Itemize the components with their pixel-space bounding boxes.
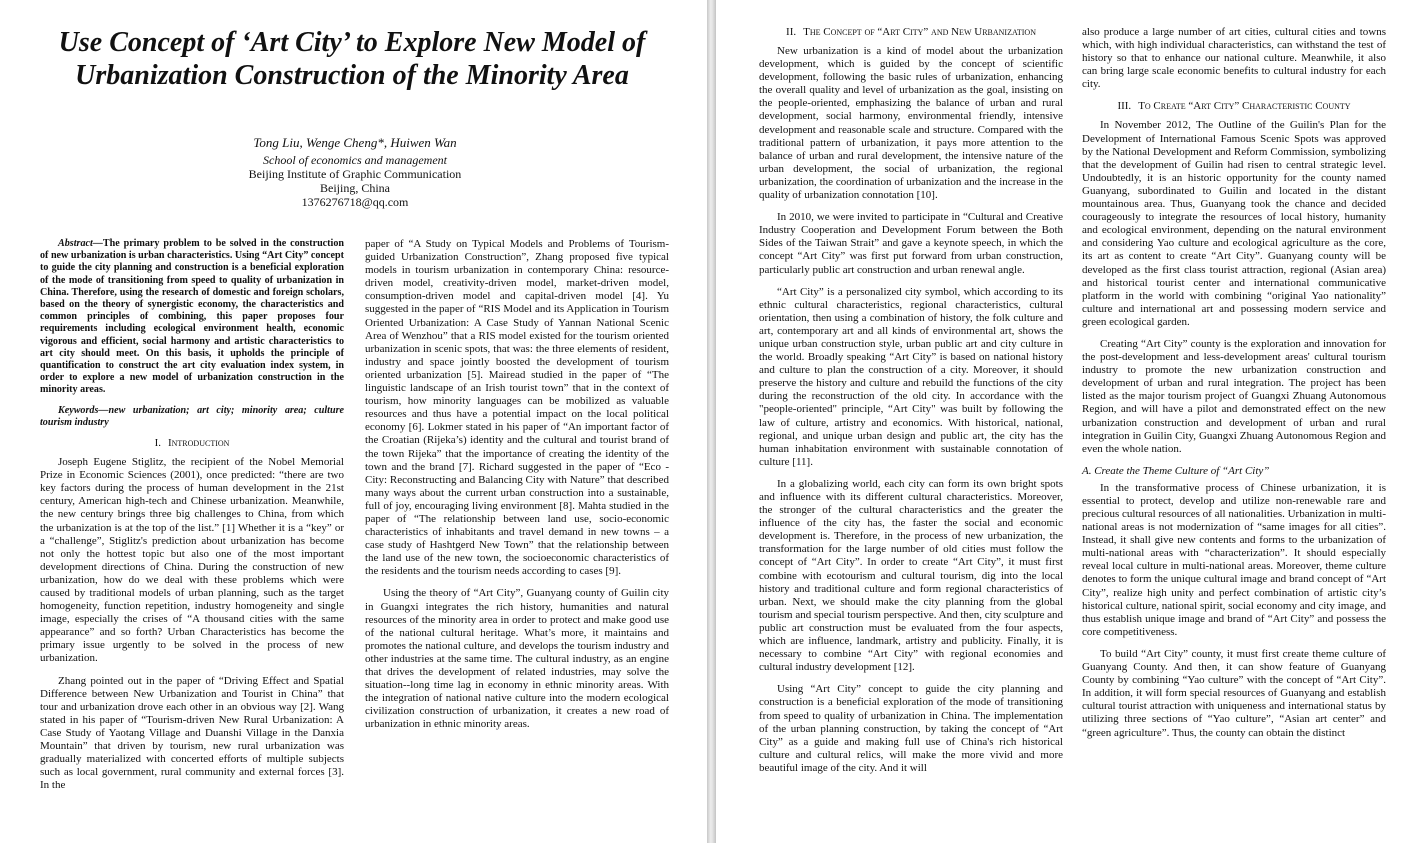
author-school: School of economics and management [263,153,447,167]
abstract-text: The primary problem to be solved in the construction of new urbanization is urban characteristics. Using “Art City” concept to guide the city planning and construction is a beneficial exploration of the mode of transitioning from speed to quality of urbanization in China. Therefore, using the research of domestic and foreign scholars, based on the theory of synergistic economy, the characteristics and common principles of combining, this paper proposes four requirements including ecological environment health, economic vigorous and efficient, social harmony and artistic characteristics to art city should meet. On this basis, it upholds the principle of quantification to construct the art city evaluation index system, in order to explore a new model of urbanization construction in the minority areas. [40,238,344,396]
paragraph: In November 2012, The Outline of the Guilin's Plan for the Development of International Famous Scenic Spots was approved by the National Development and Reform Commission, symbolizing that the development of Guilin had risen to central strategic level. Undoubtedly, it is an historic opportunity for the county named Guanyang, subordinated to Guilin and located in the distant mountainous area. Thus, Guanyang took the chance and decided courageously to integrate the resources of local history, humanity and ecological environment, depending on the natural environment and considering Yao culture and ecological agriculture as the core, its art as content to create “Art City”. Guanyang county will be developed as the first class tourist attraction, regional (Asian area) and historical tourist center and international communicative platform in the world with combining “original Yao nationality” culture and international art and possessing modern service and green ecological garden. [1082,119,1386,328]
paragraph: To build “Art City” county, it must first create theme culture of Guanyang County. And then, it can show feature of Guanyang County by combining “Yao culture” with the concept of “Art City”. In addition, it will form special resources of Guanyang and establish cultural tourist attraction with uniqueness and international status by utilizing three sections of “Yao culture”, “Asian art center” and “green agriculture”. Thus, the county can obtain the distinct [1082,647,1386,739]
section-heading-art-city-county: III. To Create “Art City” Characteristic County [1117,100,1351,113]
section-heading-art-city-concept: II. The Concept of “Art City” and New Urbanization [786,26,1036,38]
paper-title [22,26,682,92]
paragraph: In a globalizing world, each city can form its own bright spots and influence with its different cultural characteristics. Moreover, the stronger of the cultural characteristics and the greater the influence of the city has, the faster the social and economic development is. Therefore, in the process of new urbanization, the transformation for the large number of old cities must follow the concept of “Art City”. In order to create “Art City”, it must first combine with ecotourism and cultural tourism, dig into the local history and traditional culture and form regional characteristics of urban. Next, we should make the city planning from the global tourism and special tourism perspective. And then, city sculpture and public art construction must be evaluated from the four aspects, which are influence, landmark, artistry and publicity. Finally, it is necessary to combine “Art City” with regional economies and cultural industry development [12]. [759,477,1063,674]
left-page [0,0,707,843]
left-page-column-2 [365,238,669,740]
paragraph: Zhang pointed out in the paper of “Driving Effect and Spatial Difference between New Urbanization and Tourist in China” that tour and urbanization drove each other in an obvious way [2]. Wang stated in his paper of “Tourism-driven New Rural Urbanization: A Case Study of Yaotang Village and Duanshi Village in the Danxia Mountain” that driven by tourism, new rural urbanization was gradually materialized with concerted efforts of multiple subjects such as local government, rural community and external forces [3]. In the [40,674,344,792]
right-page-column-2 [1082,26,1386,749]
abstract [40,238,344,397]
paragraph: Using “Art City” concept to guide the city planning and construction is a beneficial exploration of the mode of transitioning from speed to quality of urbanization in China. The implementation of the urban planning construction, by taking the concept of “Art City” as a guide and making full use of China's rich historical culture and cultural relics, will make the more vivid and more beautiful image of the city. And it will [759,683,1063,774]
subsection-heading-theme-culture: A. Create the Theme Culture of “Art City” [1082,464,1270,477]
paragraph: also produce a large number of art cities, cultural cities and towns which, with high individual characteristics, can withstand the test of history so that to enhance our national culture. Meanwhile, it also can bring large scale economic benefits to cultural industry for each city. [1082,26,1386,91]
keywords-lead: Keywords— [58,404,109,416]
paragraph: paper of “A Study on Typical Models and Problems of Tourism-guided Urbanization Construction”, Zhang proposed five typical models in tourism urbanization in contemporary China: resource-driven model, creativity-driven model, market-driven model, consumption-driven model and capital-driven model [4]. Yu suggested in the paper of “RIS Model and its Application in Tourism Oriented Urbanization: A Case Study of Yannan National Scenic Area of Wenzhou” that a RIS model existed for the tourism oriented urbanization in scenic spots, that was: the three elements of resident, industry and space jointly boosted the development of tourism oriented urbanization [5]. Mairead studied in the paper of “The linguistic landscape of an Irish tourist town” that in the context of tourism, how minority languages can be mobilized as valuable resources and thus have a potential impact on the local political economy [6]. Lokmer stated in his paper of “An important factor of the Croatian (Rijeka’s) identity and the cultural and tourist brand of the town Rijeka” that the importance of creating the identity of the town and the brand [7]. Richard suggested in the paper of “Eco - City: Reconstructing and Balancing City with Nature” that described many ways about the current urban construction into a sustainable, full of joy, encouraging living environment [8]. Mahta studied in the paper of “The relationship between land use, socio-economic characteristics of inhabitants and travel demand in new towns – a case study of Hashtgerd New Town” that the relationship between the land use of the new town, the socioeconomic characteristics of the residents and the tourism needs according to cases [9]. [365,238,669,578]
left-page-column-1 [40,238,344,801]
author-institute: Beijing Institute of Graphic Communication [248,167,462,181]
right-page [716,0,1423,843]
author-block [150,134,560,209]
right-page-column-1 [759,26,1063,784]
keywords-text: new urbanization; art city; minority area; culture tourism industry [40,404,344,428]
paragraph: Joseph Eugene Stiglitz, the recipient of the Nobel Memorial Prize in Economic Sciences (2001), once predicted: “there are two key factors during the process of human development in the 21st century, American high-tech and Chinese urbanization. Meanwhile, the new century brings three big challenges to China, from which the urbanization is at the top of the list.” [1] Whether it is a “key” or a “challenge”, Stiglitz's prediction about urbanization has become not only the hottest topic but also one of the most important development directions of China. During the construction of new urbanization, how do we deal with these problems which were caused by traditional models of urban planning, such as the target homogeneity, function repetition, industry homogeneity and single image, especially the crises of “A thousand cities with the same appearance” and so forth? Urban Characteristics has become the primary issue urgently to be solved in the process of new urbanization. [40,456,344,665]
page-gutter [707,0,716,843]
paper-title-line-1: Use Concept of ‘Art City’ to Explore New Model of [58,27,646,58]
author-names: Tong Liu, Wenge Cheng*, Huiwen Wan [253,135,457,150]
paragraph: “Art City” is a personalized city symbol, which according to its ethnic cultural characteristics, regional characteristics, cultural orientation, then using a combination of history, the folk culture and art, contemporary art and all kinds of environmental art, shows the unique urban construction style, urban public art and city culture in the world. Broadly speaking “Art City” is based on national history and culture to plan the construction of a city. Moreover, it should preserve the history and culture and rebuild the functions of the city during the reconstruction of the old city. In accordance with the "people-oriented" principle, “Art City" was built by following the law of culture, artistry and economics. With historical, national, regional, and unique urban design and public art, the city has the human inhabitation environment with sustainable connotation of culture [11]. [759,285,1063,468]
abstract-lead: Abstract— [58,238,103,249]
paragraph: New urbanization is a kind of model about the urbanization development, which is guided by the concept of scientific development, following the basic rules of urbanization, enhancing the overall quality and level of urbanization as the goal, insisting on the people-oriented, emphasizing the balance of urban and rural development, social harmony, environmental friendly, intensive development and reasonable scale and structure. Compared with the traditional pattern of urbanization, it pays more attention to the balance of urban and rural development, the intensive nature of the urban development, the social of urbanization, the regional urbanization, the coordination of urbanization and the increase in the quality of urbanization connotation [10]. [759,45,1063,202]
author-email: 1376276718@qq.com [301,195,409,209]
paragraph: Using the theory of “Art City”, Guanyang county of Guilin city in Guangxi integrates the rich history, humanities and natural resources of the minority area in order to protect and make good use of the national cultural heritage. What’s more, it maintains and promotes the national culture, and develops the tourism industry and other industries at the same time. The cultural industry, as an engine that drives the development of related industries, may solve the situation--long time lag in economy in ethnic minority areas. With the integration of national native culture into the modern ecological civilization construction of urbanization, it creates a new road of urbanization in ethnic minority areas. [365,587,669,731]
keywords [40,405,344,429]
section-heading-introduction: I. Introduction [154,437,230,450]
paragraph: In the transformative process of Chinese urbanization, it is essential to protect, develop and utilize non-renewable rare and precious cultural resources of all nationalities. Urbanization in multi-national areas is not modernization of “same images for all cities”. Instead, it shall give new contents and forms to the urbanization of multi-national areas with “characterization”. It should especially reveal local culture in multi-national areas. Moreover, theme culture denotes to form the unique cultural image and brand concept of “Art City”, realize high unity and perfect combination of artistic city’s historical culture, national spirit, social economy and city image, and thus establish unique image and brand of “Art City” and possess the core competitiveness. [1082,481,1386,638]
paper-title-line-2: Urbanization Construction of the Minority Area [75,60,629,91]
paragraph: In 2010, we were invited to participate in “Cultural and Creative Industry Cooperation and Development Forum between the Both Sides of the Taiwan Strait” and gave a keynote speech, in which the concept “Art City” was first put forward from urban construction, particularly public art construction and urban renewal angle. [759,211,1063,276]
author-city: Beijing, China [320,181,390,195]
paragraph: Creating “Art City” county is the exploration and innovation for the post-development and less-development areas' cultural tourism industry to promote the new urbanization construction and development of urban and rural integration. The project has been listed as the major tourism project of Guangxi Zhuang Autonomous Region, and will have a pilot and demonstrated effect on the new urbanization construction and development of urban and rural integration in Guilin City, Guangxi Zhuang Autonomous Region and even the whole nation. [1082,337,1386,455]
